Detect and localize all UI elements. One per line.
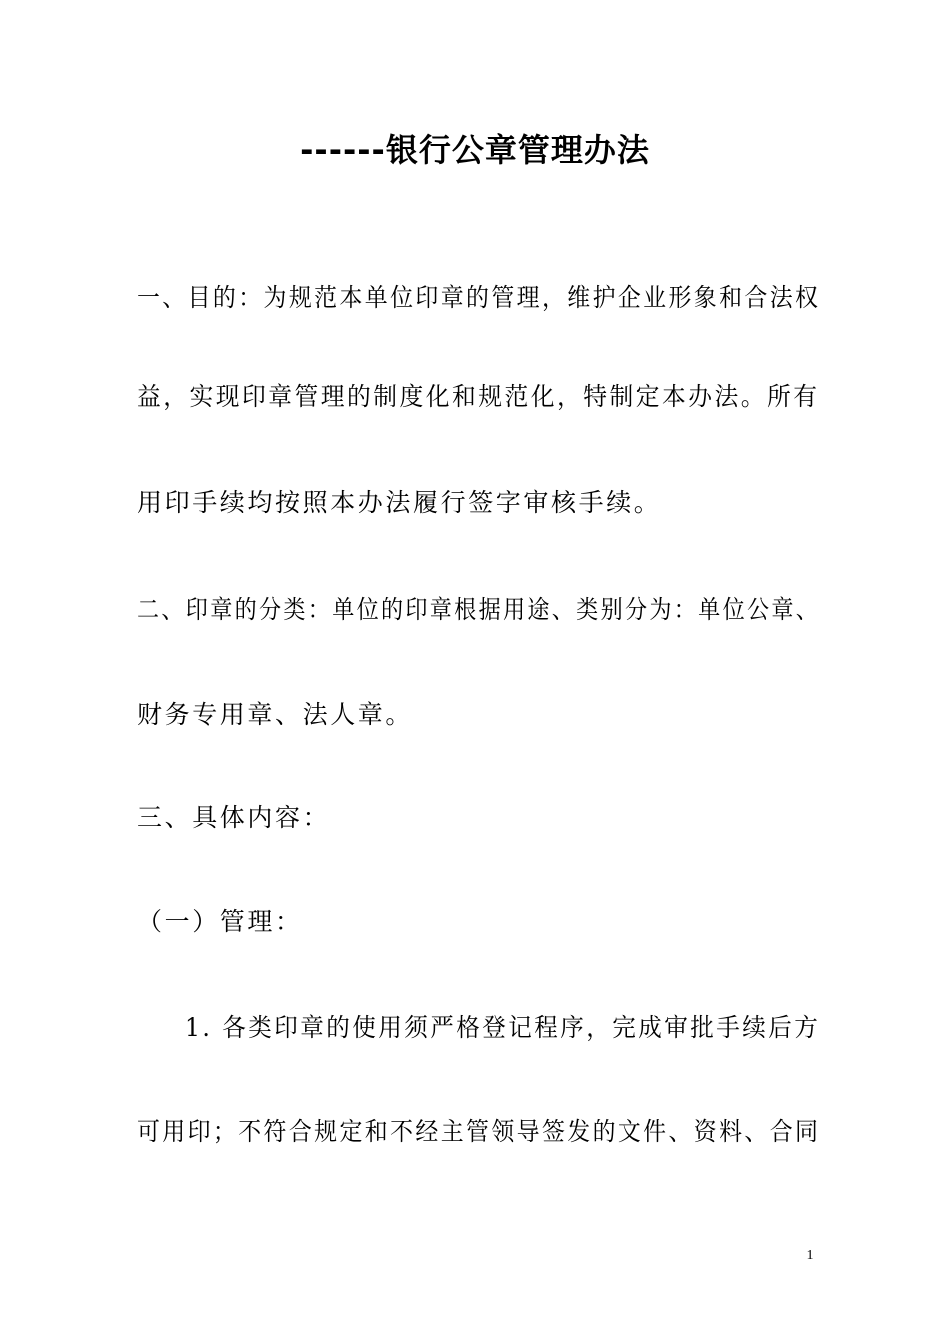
document-title: ------银行公章管理办法 bbox=[300, 131, 650, 169]
page-number: 1 bbox=[806, 1248, 814, 1263]
subsection-heading-management: （一）管理： bbox=[137, 907, 303, 936]
paragraph-line-rule1-1: 1. 各类印章的使用须严格登记程序，完成审批手续后方 bbox=[185, 1013, 821, 1042]
paragraph-line-rule1-2: 可用印；不符合规定和不经主管领导签发的文件、资料、合同 bbox=[137, 1117, 821, 1146]
paragraph-line-classification-1: 二、印章的分类：单位的印章根据用途、类别分为：单位公章、 bbox=[137, 595, 821, 624]
paragraph-line-purpose-3: 用印手续均按照本办法履行签字审核手续。 bbox=[137, 488, 662, 517]
paragraph-line-purpose-2: 益，实现印章管理的制度化和规范化，特制定本办法。所有 bbox=[137, 382, 820, 411]
section-heading-contents: 三、具体内容： bbox=[137, 803, 331, 832]
paragraph-line-classification-2: 财务专用章、法人章。 bbox=[137, 700, 414, 729]
paragraph-line-purpose-1: 一、目的：为规范本单位印章的管理，维护企业形象和合法权 bbox=[137, 283, 821, 312]
